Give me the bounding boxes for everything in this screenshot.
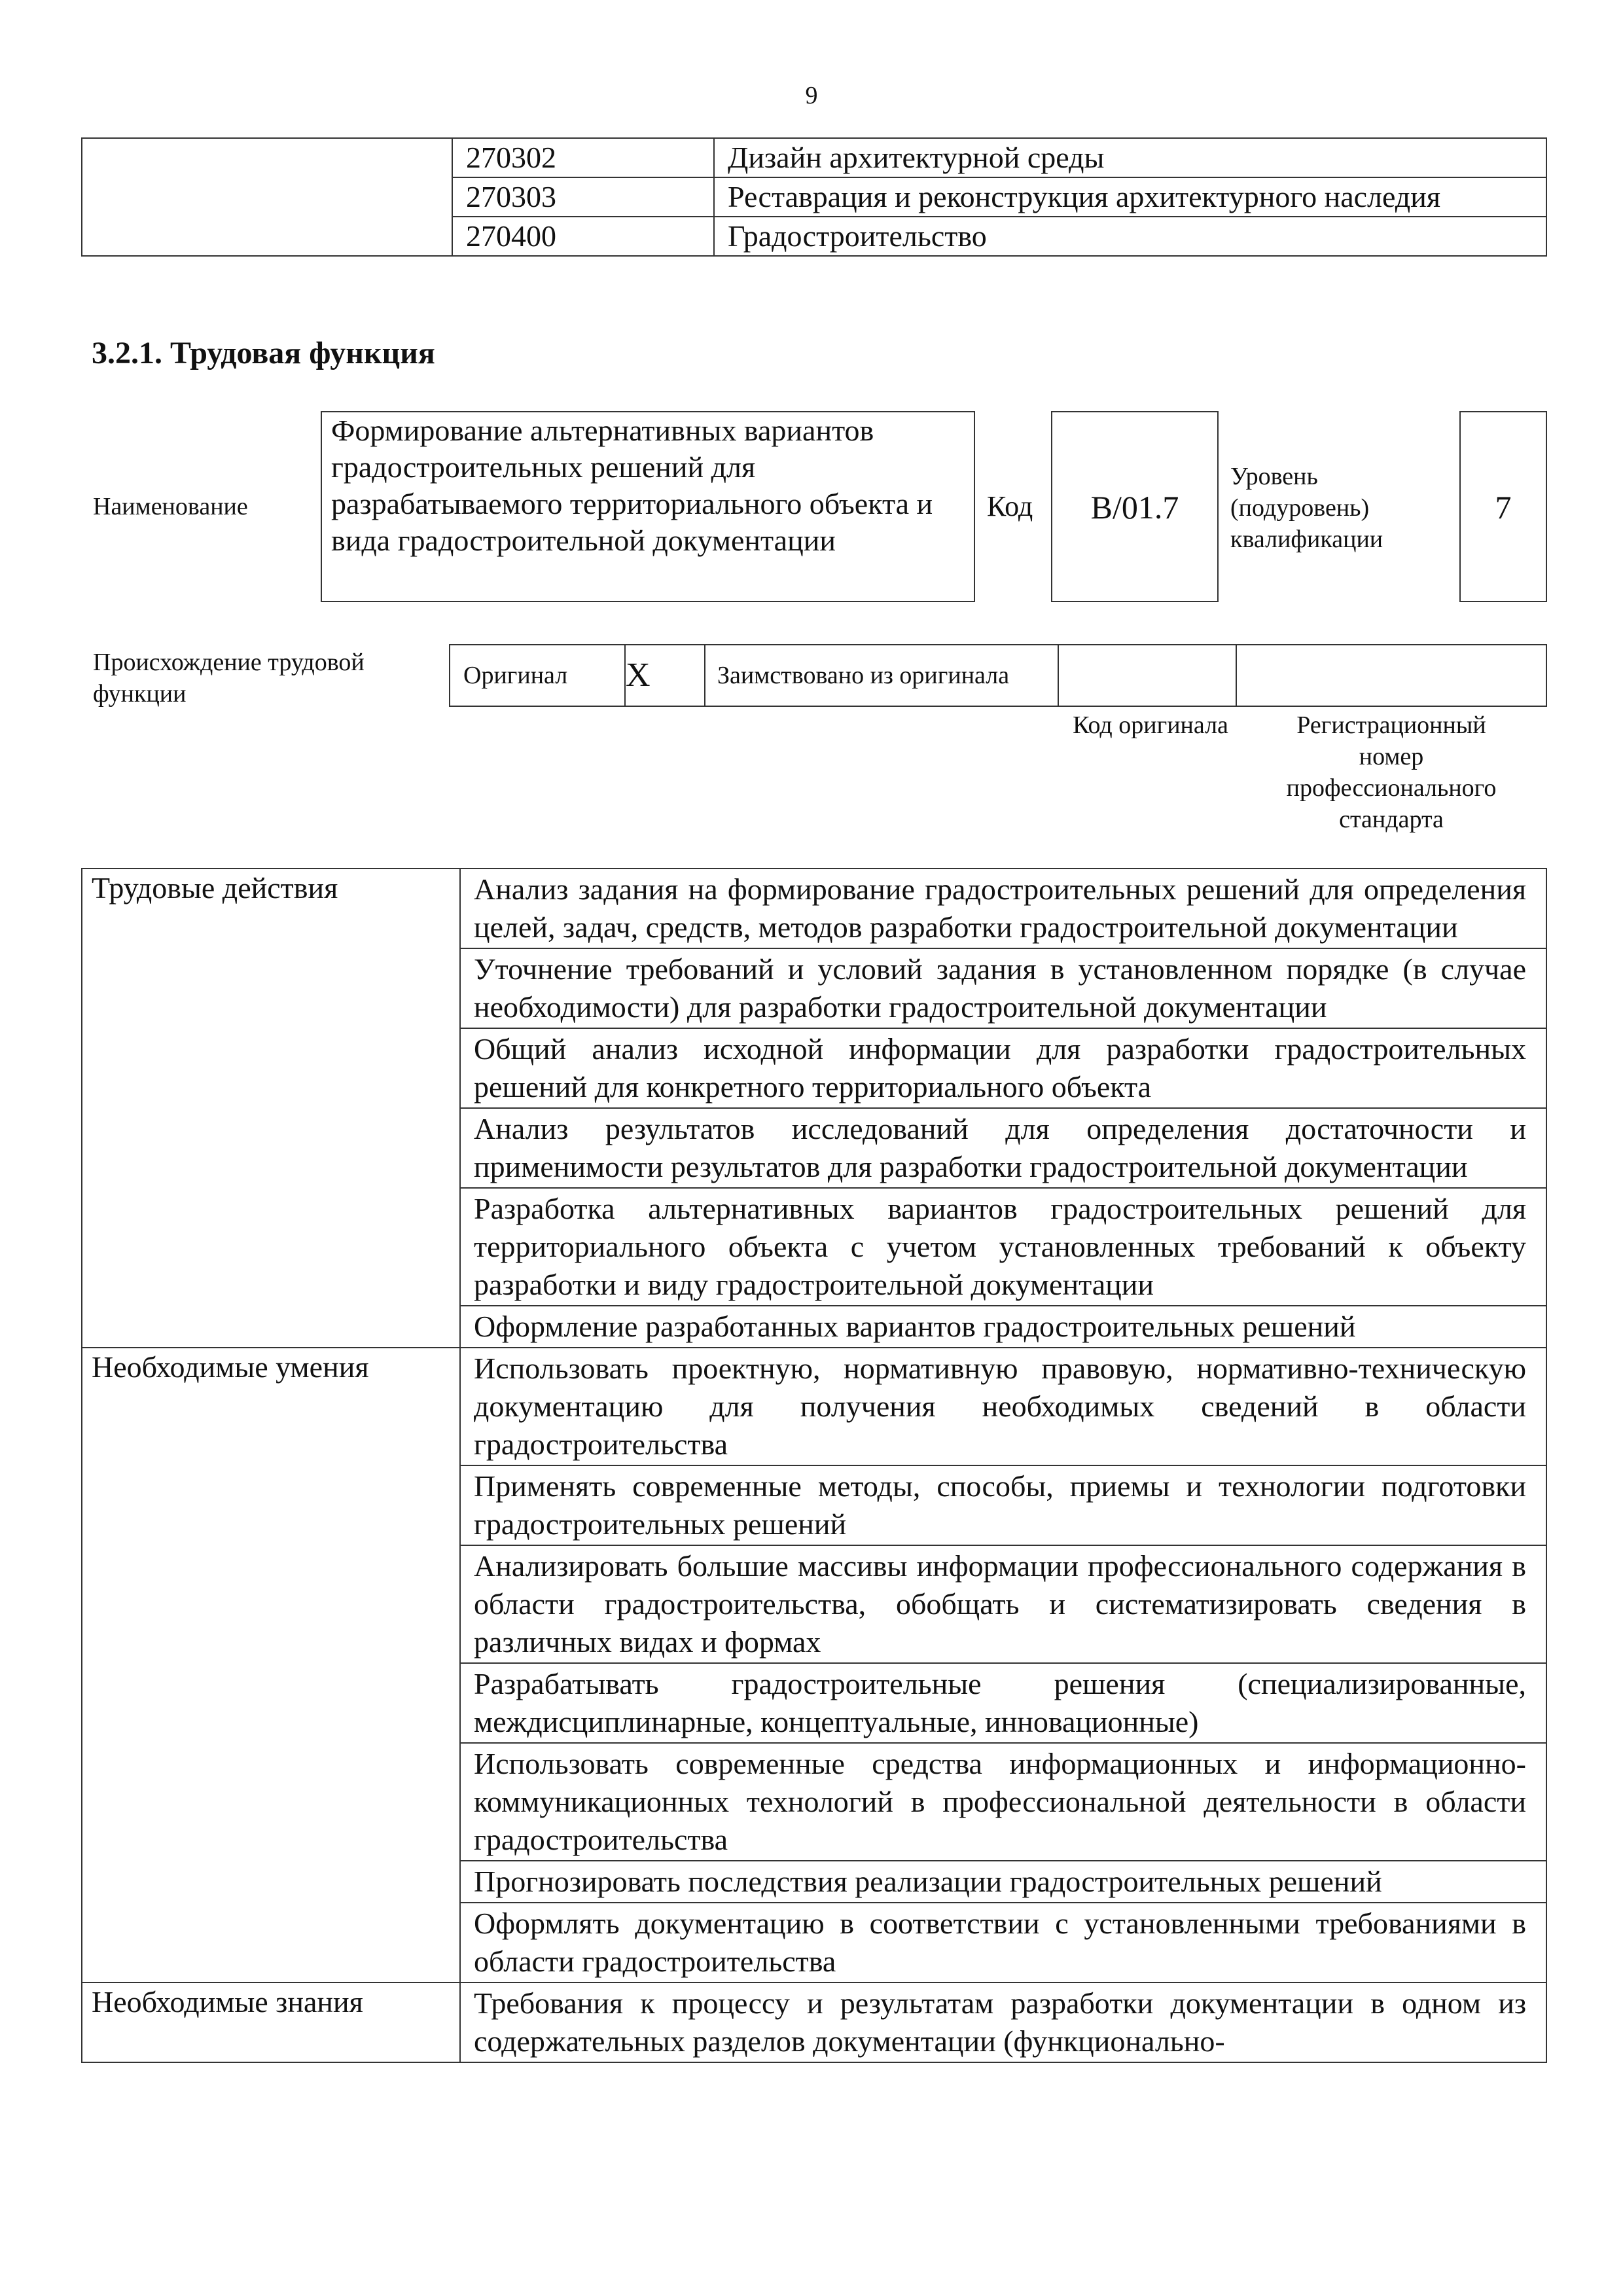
- function-code: B/01.7: [1051, 411, 1219, 602]
- list-item: Разрабатывать градостроительные решения (специализированные, междисциплинарные, концептуальные, инновационные): [460, 1663, 1546, 1743]
- level-label: Уровень (подуровень) квалификации: [1230, 463, 1383, 553]
- name-label: Наименование: [93, 493, 248, 520]
- table-row: [82, 869, 1546, 948]
- category-label: Необходимые умения: [82, 1348, 460, 1982]
- list-item: Анализ задания на формирование градостроительных решений для определения целей, задач, средств, методов разработки градостроительной документации: [460, 869, 1546, 948]
- spec-name: Реставрация и реконструкция архитектурного наследия: [714, 177, 1546, 217]
- list-item: Разработка альтернативных вариантов градостроительных решений для территориального объекта с учетом установленных требований к объекту разработки и виду градостроительной документации: [460, 1188, 1546, 1306]
- spec-name: Градостроительство: [714, 217, 1546, 256]
- specialty-table: [81, 137, 1547, 257]
- section-heading: 3.2.1. Трудовая функция: [92, 336, 435, 370]
- list-item: Общий анализ исходной информации для разработки градостроительных решений для конкретного территориального объекта: [460, 1028, 1546, 1108]
- list-item: Использовать проектную, нормативную правовую, нормативно-техническую документацию для получения необходимых сведений в области градостроительства: [460, 1348, 1546, 1465]
- original-cell: Оригинал: [450, 645, 625, 706]
- list-item: Требования к процессу и результатам разработки документации в одном из содержательных разделов документации (функционально-: [460, 1982, 1546, 2062]
- category-label: Трудовые действия: [82, 869, 460, 1348]
- list-item: Прогнозировать последствия реализации градостроительных решений: [460, 1861, 1546, 1903]
- original-mark: X: [625, 645, 705, 706]
- spec-code: 270303: [452, 177, 714, 217]
- list-item: Использовать современные средства информационных и информационно-коммуникационных технологий в профессиональной деятельности в области градостроительства: [460, 1743, 1546, 1861]
- category-label: Необходимые знания: [82, 1982, 460, 2062]
- origin-table: [449, 644, 1547, 707]
- page-number: 9: [805, 82, 818, 109]
- borrowed-cell: Заимствовано из оригинала: [705, 645, 1058, 706]
- spec-code: 270302: [452, 138, 714, 177]
- list-item: Оформление разработанных вариантов градостроительных решений: [460, 1306, 1546, 1348]
- table-row: [82, 1348, 1546, 1465]
- list-item: Уточнение требований и условий задания в установленном порядке (в случае необходимости) для разработки градостроительной документации: [460, 948, 1546, 1028]
- orig-code-cell: [1058, 645, 1236, 706]
- table-row: [82, 1982, 1546, 2062]
- list-item: Анализ результатов исследований для определения достаточности и применимости результатов для разработки градостроительной документации: [460, 1108, 1546, 1188]
- table-row: [450, 645, 1546, 706]
- list-item: Анализировать большие массивы информации профессионального содержания в области градостроительства, обобщать и систематизировать сведения в различных видах и формах: [460, 1545, 1546, 1663]
- spec-code: 270400: [452, 217, 714, 256]
- list-item: Оформлять документацию в соответствии с установленными требованиями в области градостроительства: [460, 1903, 1546, 1982]
- function-level: 7: [1459, 411, 1547, 602]
- function-name: Формирование альтернативных вариантов градостроительных решений для разрабатываемого территориального объекта и вида градостроительной документации: [321, 411, 975, 602]
- orig-code-caption: Код оригинала: [1073, 711, 1228, 739]
- blank-cell: [82, 138, 452, 256]
- table-row: [82, 138, 1546, 177]
- list-item: Применять современные методы, способы, приемы и технологии подготовки градостроительных решений: [460, 1465, 1546, 1545]
- main-table: [81, 868, 1547, 2063]
- origin-label: Происхождение трудовой функции: [93, 649, 365, 708]
- reg-number-caption: Регистрационный номер профессионального стандарта: [1286, 711, 1497, 833]
- code-label: Код: [987, 490, 1033, 522]
- reg-number-cell: [1236, 645, 1546, 706]
- spec-name: Дизайн архитектурной среды: [714, 138, 1546, 177]
